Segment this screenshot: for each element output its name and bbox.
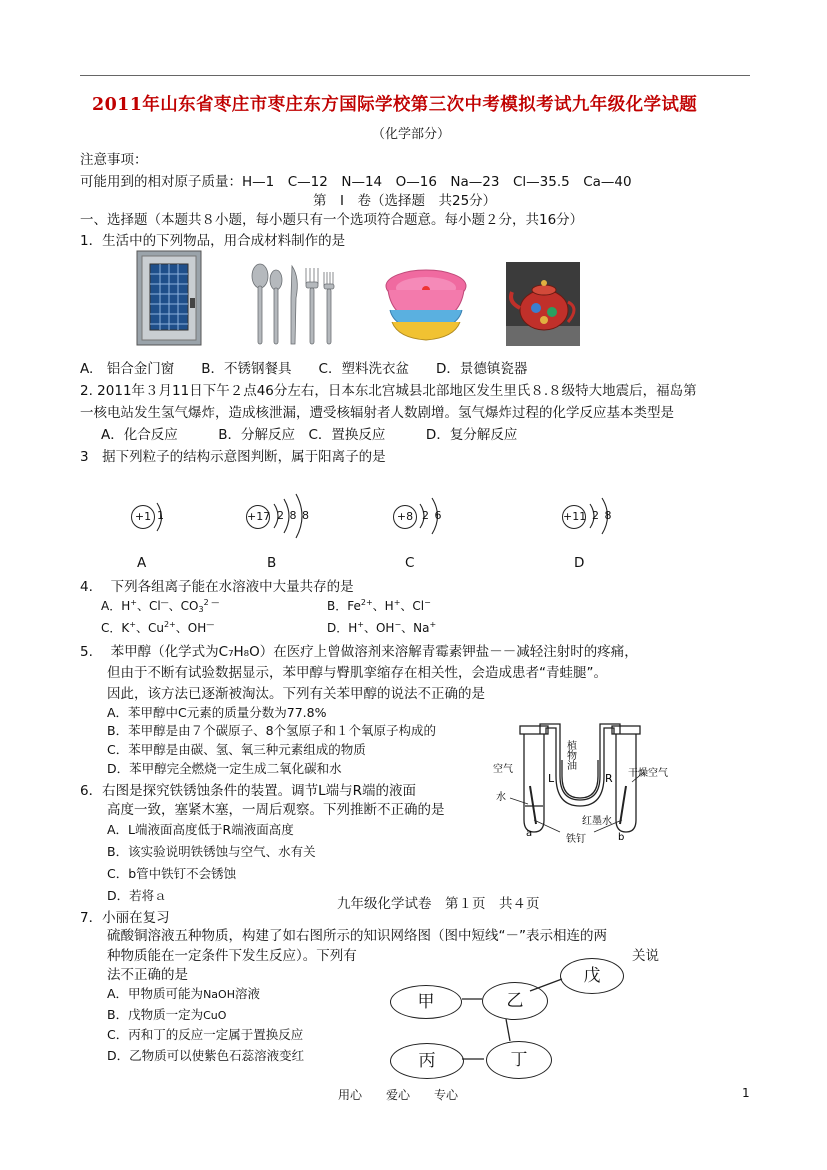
part-title: 一、选择题（本题共８小题，每小题只有一个选项符合题意。每小题２分，共16分） [80,212,584,228]
q7-option-d: D．乙物质可以使紫色石蕊溶液变红 [107,1048,305,1063]
node-wu: 戊 [560,958,624,994]
q3-stem: 3 据下列粒子的结构示意图判断，属于阳离子的是 [80,449,386,465]
page-footer-middle: 九年级化学试卷 第１页 共４页 [337,896,540,912]
q5-stem-line2: 但由于不断有试验数据显示，苯甲醇与臀肌挛缩存在相关性，会造成患者“青蛙腿”。 [107,665,607,681]
q4-stem: 4. 下列各组离子能在水溶液中大量共存的是 [80,579,354,595]
porcelain-teapot-image [506,262,580,346]
fig-label-b: b [618,832,625,843]
q5-option-d: D．苯甲醇完全燃烧一定生成二氧化碳和水 [107,761,342,776]
node-yi: 乙 [482,982,548,1020]
q4-option-d: D．H+、OH−、Na+ [327,620,437,635]
q4-option-a: A．H+、Cl—、$CO_3^{2 —}$ [101,598,220,614]
particle-d-nucleus: +11 [562,505,586,529]
plastic-basin-image [384,266,468,342]
particle-d-label: D [574,555,585,571]
q1-options: A. 铝合金门窗 B．不锈钢餐具 C．塑料洗衣盆 D．景德镇瓷器 [80,361,528,377]
q6-option-d: D．若将ａ [107,888,167,903]
fig-red-ink: 红墨水 [582,816,612,827]
q5-stem-line1: 5. 苯甲醇（化学式为C₇H₈O）在医疗上曾做溶剂来溶解青霉素钾盐－－减轻注射时的疼痛， [80,644,638,660]
fig-label-L: L [548,772,555,785]
fig-water: 水 [496,792,506,803]
particle-b-electrons: 2 8 8 [277,509,310,522]
q4-option-c: C．K+、$Cu^{2+}$、OH— [101,620,215,635]
particle-a-electrons: 1 [157,509,164,522]
particle-a-label: A [137,555,147,571]
q5-option-a: A．苯甲醇中C元素的质量分数为77.8% [107,705,327,720]
q2-stem-line2: 一核电站发生氢气爆炸，造成核泄漏，遭受核辐射者人数剧增。氢气爆炸过程的化学反应基本类型是 [80,405,674,421]
q7-stem-line3: 种物质能在一定条件下发生反应）。下列有 [107,948,357,964]
iron-rust-apparatus [490,720,690,846]
particle-c-nucleus: +8 [393,505,417,529]
q6-option-a: A．L端液面高度低于R端液面高度 [107,822,294,837]
q6-stem-line1: 6．右图是探究铁锈蚀条件的装置。调节L端与R端的液面 [80,783,416,799]
notes-heading: 注意事项： [80,152,148,168]
q6-option-c: C．b管中铁钉不会锈蚀 [107,866,237,881]
q6-stem-line2: 高度一致，塞紧木塞，一周后观察。下列推断不正确的是 [107,802,445,818]
footer-page-number: 1 [742,1086,750,1100]
q7-stem-line1: 7．小丽在复习 [80,910,170,926]
fig-air-left: 空气 [493,764,513,775]
q5-stem-line3: 因此，该方法已逐渐被淘汰。下列有关苯甲醇的说法不正确的是 [107,686,485,702]
volume-title: 第 I 卷（选择题 共25分） [313,193,497,209]
particle-c-label: C [405,555,415,571]
fig-oil: 植物油 [564,740,576,770]
q5-option-c: C．苯甲醇是由碳、氢、氧三种元素组成的物质 [107,742,366,757]
node-bing: 丙 [390,1043,464,1079]
q7-option-a: A．甲物质可能为NaOH溶液 [107,986,260,1001]
q7-option-b: B．戊物质一定为CuO [107,1007,227,1022]
fig-nail: 铁钉 [566,834,586,845]
q5-option-b: B．苯甲醇是由７个碳原子、8个氢原子和１个氧原子构成的 [107,723,437,738]
particle-c-electrons: 2 6 [422,509,443,522]
node-ding: 丁 [486,1041,552,1079]
particle-a-nucleus: +1 [131,505,155,529]
particle-b-label: B [267,555,277,571]
node-jia: 甲 [390,985,462,1019]
footer-motto: 用心 爱心 专心 [338,1088,459,1102]
fig-label-a: a [526,828,533,839]
fig-air-right: 干燥空气 [628,768,668,779]
q7-stem-line2: 硫酸铜溶液五种物质，构建了如右图所示的知识网络图（图中短线“－”表示相连的两 [107,928,607,944]
particle-b-nucleus: +17 [246,505,270,529]
q1-stem: 1．生活中的下列物品，用合成材料制作的是 [80,233,346,249]
q7-option-c: C．丙和丁的反应一定属于置换反应 [107,1027,304,1042]
particle-d-electrons: 2 8 [592,509,613,522]
q4-option-b: B．$Fe^{2+}$、H+、Cl− [327,598,431,613]
cutlery-image [248,262,336,346]
q2-stem-line1: 2. 2011年３月11日下午２点46分左右，日本东北宫城县北部地区发生里氏８.８级特大地震后，福岛第 [80,383,697,399]
fig-label-R: R [605,772,613,785]
q2-options: A．化合反应 B．分解反应 C．置换反应 D．复分解反应 [101,427,518,443]
page-subtitle: （化学部分） [372,127,451,142]
q6-option-b: B．该实验说明铁锈蚀与空气、水有关 [107,844,316,859]
page-title: 2011年山东省枣庄市枣庄东方国际学校第三次中考模拟考试九年级化学试题 [92,95,698,115]
header-rule [80,75,750,76]
atomic-masses: 可能用到的相对原子质量：H—1 C—12 N—14 O—16 Na—23 Cl—35.5 Ca—40 [80,174,632,190]
q7-stem-line4: 法不正确的是 [107,967,188,983]
aluminum-door-image [136,250,202,346]
q7-stem-line3-right: 关说 [632,948,659,964]
